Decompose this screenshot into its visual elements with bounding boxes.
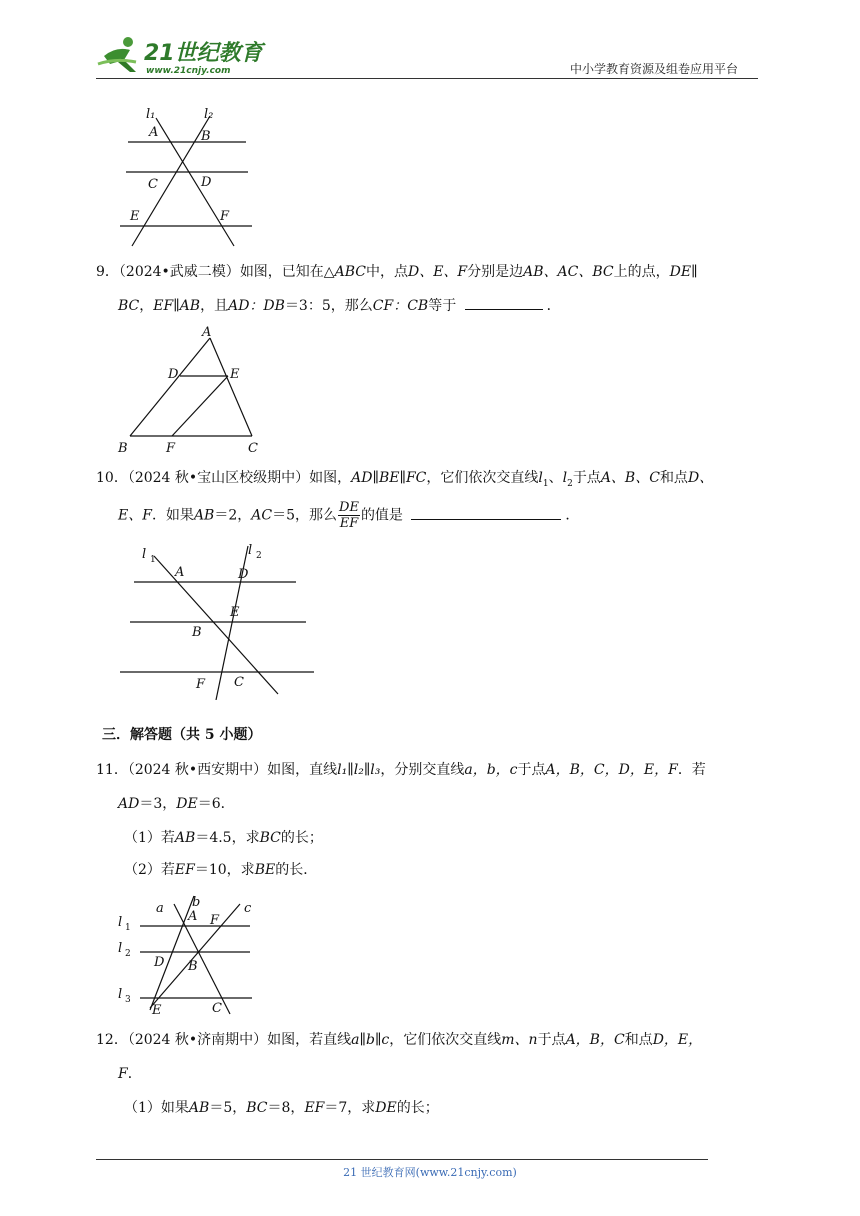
q11-fig-label-c: c (244, 901, 252, 916)
logo-url: www.21cnjy.com (146, 66, 231, 76)
footer-site-link[interactable]: 21 世纪教育网(www.21cnjy.com) (343, 1166, 517, 1179)
q10-fig-label-l1: l (142, 547, 147, 562)
q11-fig-label-l1: l (118, 915, 123, 930)
q12-line1: 12．（2024 秋•济南期中）如图，若直线a∥b∥c，它们依次交直线m、n于点A，B，C和点D，E， (96, 1032, 703, 1048)
q10-fig-label-A: A (175, 565, 185, 580)
fig-top-label-C: C (148, 177, 158, 192)
q11-fig-label-D: D (154, 955, 165, 970)
q10-fig-label-l2: l (248, 543, 253, 558)
q11-sub1: （1）若AB＝4.5，求BC的长； (124, 830, 323, 846)
q9-fig-label-F: F (166, 441, 176, 456)
q11-fig-label-b: b (192, 895, 201, 910)
q11-fig-label-l2: l (118, 941, 123, 956)
q10-fig-label-l2-sub: 2 (256, 551, 262, 561)
fig-top-label-A: A (149, 125, 159, 140)
q10-line1: 10．（2024 秋•宝山区校级期中）如图，AD∥BE∥FC，它们依次交直线$l_1$、$l_2$于点A、B、C和点D、 (96, 470, 714, 489)
q10-fraction: $\frac{DE}{EF}$ (339, 500, 359, 531)
q9-figure (112, 322, 272, 461)
q11-fig-label-C: C (212, 1001, 222, 1016)
q12-sub1: （1）如果AB＝5，BC＝8，EF＝7，求DE的长； (124, 1100, 439, 1116)
q11-fig-label-B: B (188, 959, 198, 974)
q11-fig-label-a: a (156, 901, 164, 916)
q9-fig-label-C: C (248, 441, 258, 456)
header-rule (96, 78, 758, 79)
q11-figure (112, 890, 272, 1024)
q10-fig-label-F: F (196, 677, 206, 692)
q11-fig-label-F: F (210, 913, 220, 928)
fig-top-label-E: E (130, 209, 140, 224)
q10-line2: E、F．如果AB＝2，AC＝5，那么 $\frac{DE}{EF}$ 的值是 ． (118, 500, 580, 531)
q11-fig-label-A: A (188, 909, 198, 924)
fig-top-label-D: D (201, 175, 212, 190)
figure-top (112, 104, 262, 258)
section-title-answers: 三．解答题（共 5 小题） (102, 727, 262, 743)
logo-title: 21世纪教育 (144, 41, 263, 66)
header-platform-text: 中小学教育资源及组卷应用平台 (570, 62, 739, 76)
q10-fig-label-l1-sub: 1 (150, 555, 156, 565)
q10-figure (112, 540, 322, 704)
q9-fig-label-D: D (168, 367, 179, 382)
q11-line2: AD＝3，DE＝6． (118, 796, 235, 812)
q9-fig-label-B: B (118, 441, 128, 456)
q10-fig-label-D: D (238, 567, 249, 582)
site-logo (96, 34, 266, 76)
q9-line1: 9．（2024•武威二模）如图，已知在△ABC中，点D、E、F分别是边AB、AC、BC上的点，DE∥ (96, 264, 698, 280)
q10-fig-label-C: C (234, 675, 244, 690)
runner-icon (98, 37, 136, 72)
fig-top-label-F: F (220, 209, 230, 224)
q9-answer-blank[interactable] (465, 297, 543, 310)
q11-fig-label-l2-sub: 2 (125, 949, 131, 959)
q11-fig-label-l3: l (118, 987, 123, 1002)
q11-sub2: （2）若EF＝10，求BE的长． (124, 862, 318, 878)
q11-fig-label-l1-sub: 1 (125, 923, 131, 933)
q11-fig-label-E: E (152, 1003, 162, 1018)
q11-fig-label-l3-sub: 3 (125, 995, 131, 1005)
fig-top-label-l1: l₁ (146, 107, 156, 122)
fig-top-label-l2: l₂ (204, 107, 214, 122)
fig-top-label-B: B (201, 129, 211, 144)
q9-fig-label-A: A (202, 325, 212, 340)
footer-rule (96, 1159, 708, 1160)
q9-line2: BC，EF∥AB，且AD：DB＝3：5，那么CF：CB等于 ． (118, 298, 561, 314)
q9-fig-label-E: E (230, 367, 240, 382)
q10-answer-blank[interactable] (411, 507, 561, 520)
q11-line1: 11．（2024 秋•西安期中）如图，直线l₁∥l₂∥l₃，分别交直线a，b，c于点A，B，C，D，E，F．若 (96, 762, 706, 778)
q10-fig-label-B: B (192, 625, 202, 640)
q12-line2: F． (118, 1066, 142, 1082)
q10-fig-label-E: E (230, 605, 240, 620)
